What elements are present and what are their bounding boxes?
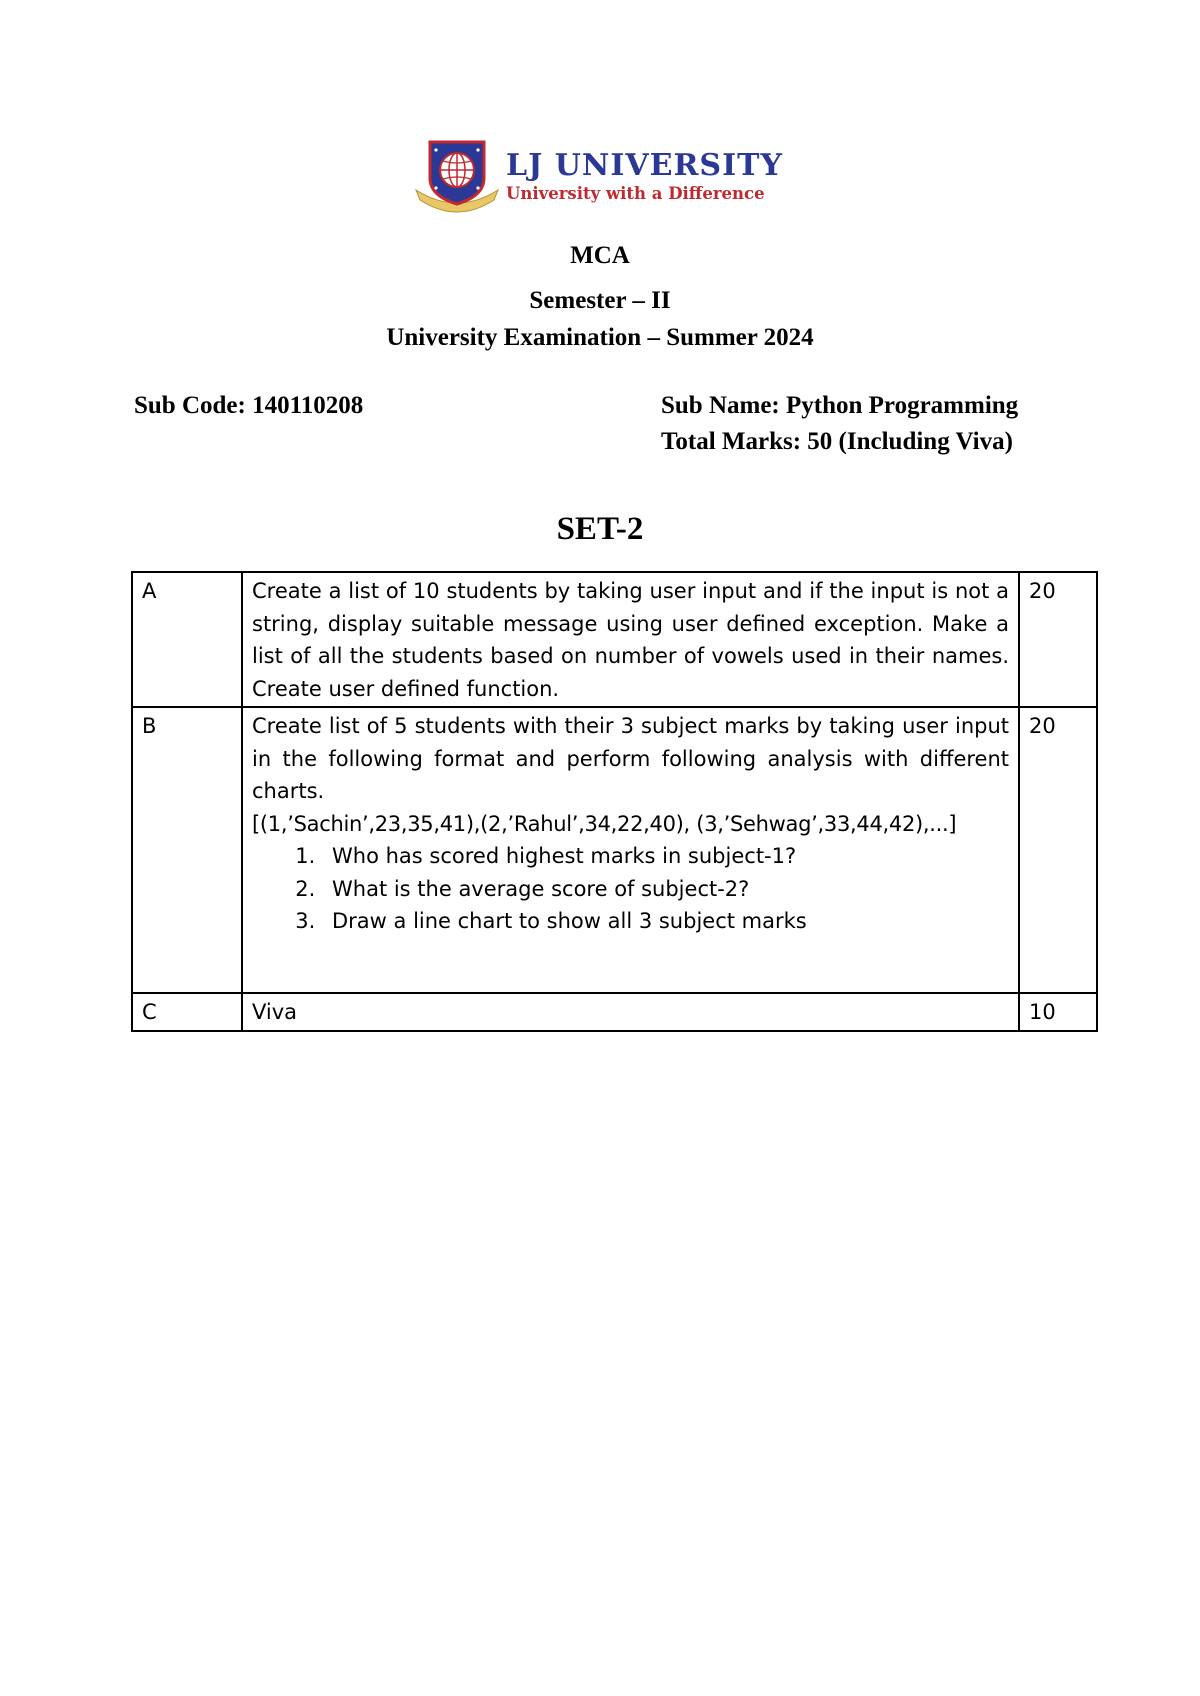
subject-code: Sub Code: 140110208: [134, 392, 364, 419]
question-cell: [242, 707, 1019, 993]
set-title: SET-2: [556, 511, 644, 547]
list-item: 1. Who has scored highest marks in subject-1?: [322, 840, 1009, 873]
university-seal: [412, 138, 502, 216]
university-logo: [412, 138, 800, 216]
subject-name: Sub Name: Python Programming: [661, 392, 1019, 419]
list-item: 2. What is the average score of subject-2?: [322, 873, 1009, 906]
program-heading: MCA: [570, 242, 630, 269]
question-marks: 20: [1019, 707, 1097, 993]
logo-title: LJ UNIVERSITY: [506, 148, 783, 183]
sample-format: [(1,’Sachin’,23,35,41),(2,’Rahul’,34,22,40), (3,’Sehwag’,33,44,42),...]: [252, 811, 957, 836]
question-marks: 10: [1019, 993, 1097, 1031]
question-label: A: [132, 572, 242, 707]
exam-heading: University Examination – Summer 2024: [386, 324, 814, 351]
question-label: C: [132, 993, 242, 1031]
question-text: Viva: [242, 993, 1019, 1031]
list-item: 3. Draw a line chart to show all 3 subject marks: [322, 905, 1009, 938]
question-text: Create list of 5 students with their 3 subject marks by taking user input in the following format and perform following analysis with different charts.: [252, 714, 1009, 803]
table-row: [132, 572, 1097, 707]
sub-question-list: [252, 840, 1009, 938]
semester-heading: Semester – II: [529, 287, 671, 314]
total-marks: Total Marks: 50 (Including Viva): [661, 428, 1013, 455]
logo-tagline: University with a Difference: [506, 184, 765, 203]
question-table: [131, 571, 1098, 1032]
question-text: Create a list of 10 students by taking user input and if the input is not a string, display suitable message using user defined exception. Make a list of all the students based on number of vowels used in their names. Create user defined function.: [242, 572, 1019, 707]
question-label: B: [132, 707, 242, 993]
question-marks: 20: [1019, 572, 1097, 707]
table-row: [132, 707, 1097, 993]
table-row: [132, 993, 1097, 1031]
